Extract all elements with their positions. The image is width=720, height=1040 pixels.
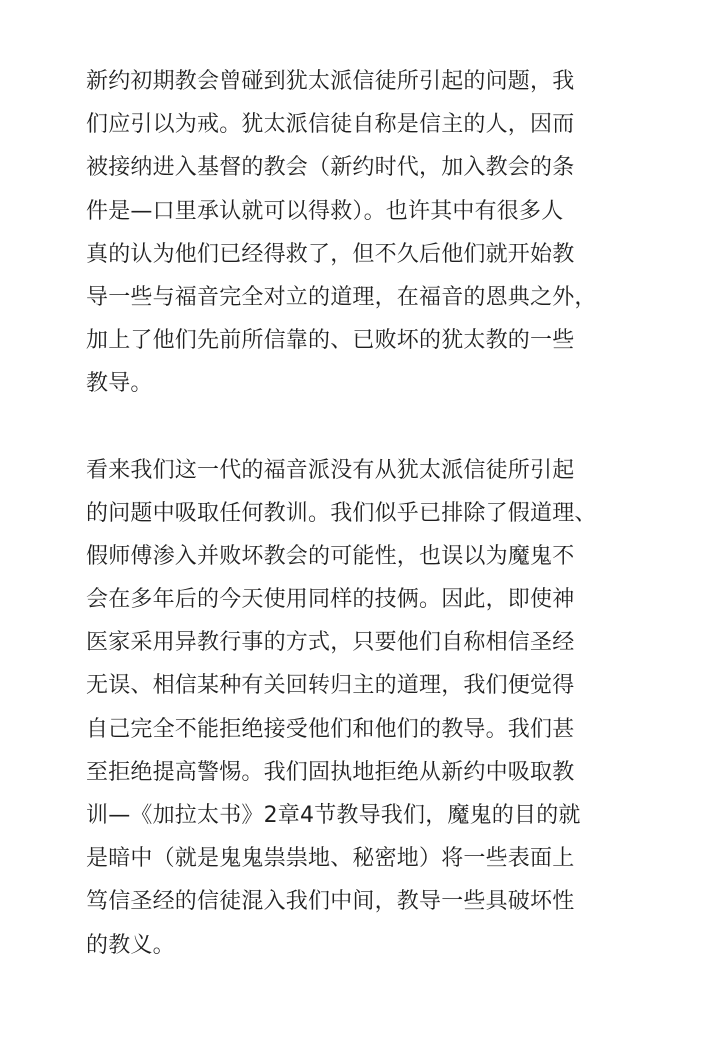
text-line: 真的认为他们已经得救了，但不久后他们就开始教 [86,241,575,267]
text-line: 加上了他们先前所信靠的、已败坏的犹太教的一些 [86,328,575,354]
text-line: 笃信圣经的信徒混入我们中间，教导一些具破坏性 [86,889,575,915]
article-body [86,60,646,967]
text-line: 医家采用异教行事的方式，只要他们自称相信圣经 [86,630,575,656]
text-line: 至拒绝提高警惕。我们固执地拒绝从新约中吸取教 [86,759,575,785]
text-line: 的教义。 [86,932,175,958]
text-line: 自己完全不能拒绝接受他们和他们的教导。我们甚 [86,716,575,742]
text-line: 的问题中吸取任何教训。我们似乎已排除了假道理、 [86,500,597,526]
paragraph-2 [86,449,646,967]
text-line: 教导。 [86,371,153,397]
text-line: 们应引以为戒。犹太派信徒自称是信主的人，因而 [86,112,575,138]
text-line: 训—《加拉太书》2章4节教导我们，魔鬼的目的就 [86,803,581,828]
text-line: 假师傅渗入并败坏教会的可能性，也误以为魔鬼不 [86,543,575,569]
paragraph-1 [86,60,646,406]
text-line: 导一些与福音完全对立的道理，在福音的恩典之外， [86,284,597,310]
text-line: 看来我们这一代的福音派没有从犹太派信徒所引起 [86,457,575,483]
text-line: 是暗中（就是鬼鬼祟祟地、秘密地）将一些表面上 [86,846,575,872]
text-line: 无误、相信某种有关回转归主的道理，我们便觉得 [86,673,575,699]
text-line: 新约初期教会曾碰到犹太派信徒所引起的问题，我 [86,69,575,94]
text-line: 被接纳进入基督的教会（新约时代，加入教会的条 [86,155,575,181]
text-line: 件是—口里承认就可以得救）。也许其中有很多人 [86,198,564,224]
text-line: 会在多年后的今天使用同样的技俩。因此，即使神 [86,587,575,613]
